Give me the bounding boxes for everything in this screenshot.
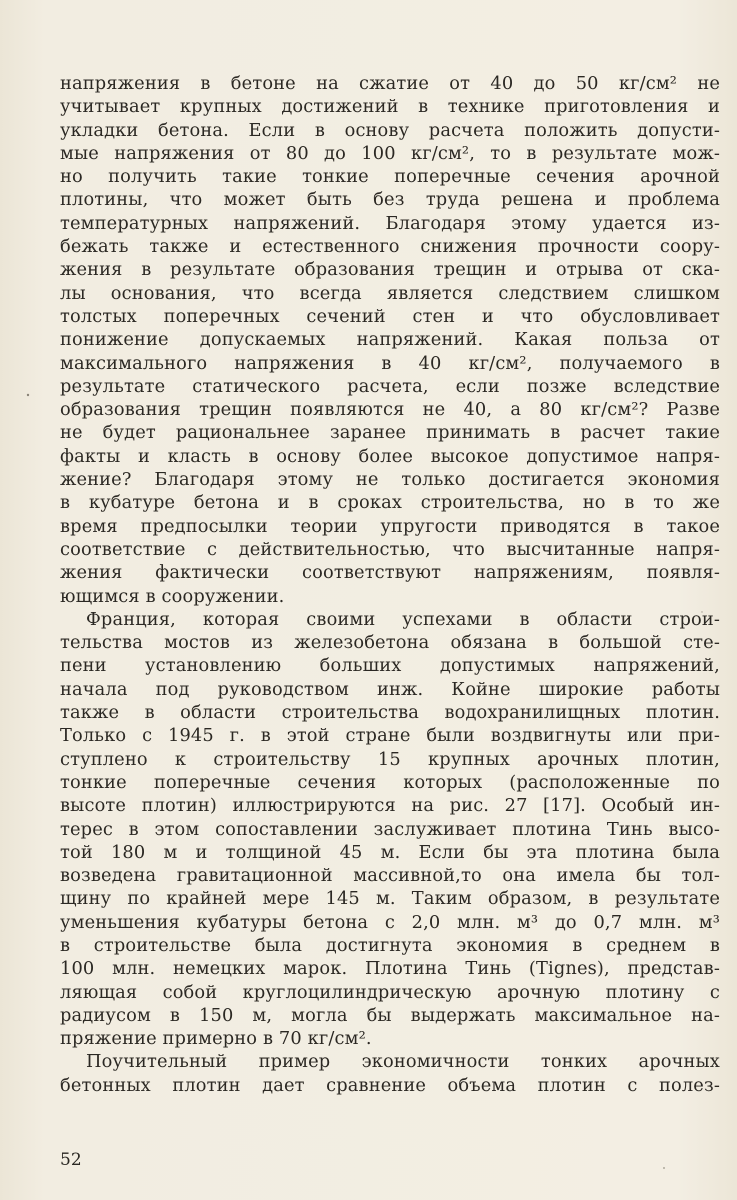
- text-line: учитывает крупных достижений в технике приготовления и: [60, 96, 720, 118]
- text-line: максимального напряжения в 40 кг/см², получаемого в: [60, 352, 720, 374]
- text-line: бежать также и естественного снижения прочности соору-: [60, 236, 720, 258]
- text-line: лы основания, что всегда является следствием слишком: [60, 282, 720, 304]
- text-line: бетонных плотин дает сравнение объема плотин с полез-: [60, 1074, 720, 1096]
- text-line: в кубатуре бетона и в сроках строительства, но в то же: [60, 492, 720, 514]
- text-line: Поучительный пример экономичности тонких арочных: [86, 1051, 720, 1073]
- page-number: 52: [60, 1150, 82, 1170]
- paragraph: [60, 72, 720, 608]
- text-line: Франция, которая своими успехами в области строи-: [86, 608, 720, 630]
- text-line: щину по крайней мере 145 м. Таким образом, в результате: [60, 888, 720, 910]
- paragraph: [60, 1050, 720, 1097]
- text-line: напряжения в бетоне на сжатие от 40 до 50 кг/см² не: [60, 73, 720, 94]
- text-line: ляющая собой круглоцилиндрическую арочную плотину с: [60, 981, 720, 1003]
- text-line: ющимся в сооружении.: [60, 585, 285, 607]
- text-line: жение? Благодаря этому не только достигается экономия: [60, 469, 720, 491]
- text-line: но получить такие тонкие поперечные сечения арочной: [60, 166, 720, 188]
- text-line: в строительстве была достигнута экономия в среднем в: [60, 934, 720, 956]
- text-line: жения фактически соответствуют напряжениям, появля-: [60, 562, 720, 584]
- text-line: температурных напряжений. Благодаря этому удается из-: [60, 212, 720, 234]
- text-line: время предпосылки теории упругости приводятся в такое: [60, 515, 720, 537]
- text-line: толстых поперечных сечений стен и что обусловливает: [60, 305, 720, 327]
- text-line: пряжение примерно в 70 кг/см².: [60, 1028, 372, 1050]
- text-line: начала под руководством инж. Койне широкие работы: [60, 678, 720, 700]
- text-line: ступлено к строительству 15 крупных арочных плотин,: [60, 748, 720, 770]
- text-line: возведена гравитационной массивной,то она имела бы тол-: [60, 865, 720, 887]
- text-line: понижение допускаемых напряжений. Какая польза от: [60, 329, 720, 351]
- text-line: не будет рациональнее заранее принимать в расчет такие: [60, 422, 720, 444]
- paragraph: [60, 608, 720, 1051]
- text-line: уменьшения кубатуры бетона с 2,0 млн. м³ до 0,7 млн. м³: [60, 911, 720, 933]
- text-line: образования трещин появляются не 40, а 80 кг/см²? Разве: [60, 399, 720, 421]
- body-text: [60, 72, 720, 1097]
- text-line: пени установлению больших допустимых напряжений,: [60, 655, 720, 677]
- text-line: радиусом в 150 м, могла бы выдержать максимальное на-: [60, 1004, 720, 1026]
- text-line: той 180 м и толщиной 45 м. Если бы эта плотина была: [60, 841, 720, 863]
- text-line: терес в этом сопоставлении заслуживает плотина Тинь высо-: [60, 818, 720, 840]
- text-line: тонкие поперечные сечения которых (расположенные по: [60, 771, 720, 793]
- text-line: факты и класть в основу более высокое допустимое напря-: [60, 445, 720, 467]
- text-line: Только с 1945 г. в этой стране были воздвигнуты или при-: [60, 725, 720, 747]
- text-line: 100 млн. немецких марок. Плотина Тинь (Tignes), представ-: [60, 958, 720, 980]
- text-line: укладки бетона. Если в основу расчета положить допусти-: [60, 119, 720, 141]
- text-line: высоте плотин) иллюстрируются на рис. 27 [17]. Особый ин-: [60, 795, 720, 817]
- text-line: тельства мостов из железобетона обязана в большой сте-: [60, 632, 720, 654]
- text-line: результате статического расчета, если позже вследствие: [60, 375, 720, 397]
- text-line: мые напряжения от 80 до 100 кг/см², то в результате мож-: [60, 142, 720, 164]
- text-line: также в области строительства водохранилищных плотин.: [60, 702, 720, 724]
- text-line: плотины, что может быть без труда решена и проблема: [60, 189, 720, 211]
- text-line: соответствие с действительностью, что высчитанные напря-: [60, 538, 720, 560]
- text-line: жения в результате образования трещин и отрыва от ска-: [60, 259, 720, 281]
